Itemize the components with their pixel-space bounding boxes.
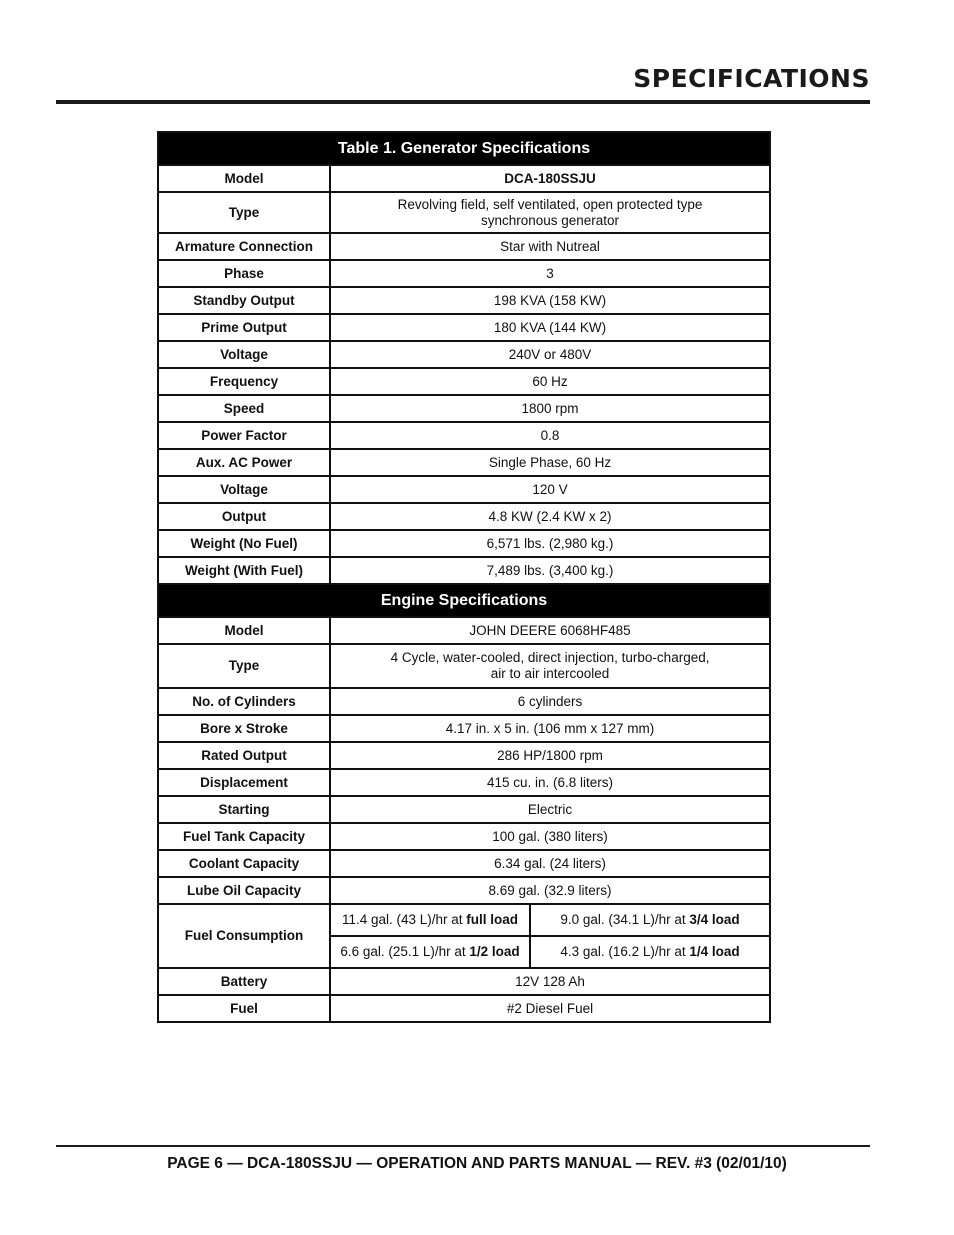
row-value: 6,571 lbs. (2,980 kg.) [330, 530, 770, 557]
table-row [158, 395, 770, 422]
row-value: 120 V [330, 476, 770, 503]
row-value: 4.8 KW (2.4 KW x 2) [330, 503, 770, 530]
load-level: full load [466, 912, 519, 927]
table-row [158, 476, 770, 503]
row-value: 1800 rpm [330, 395, 770, 422]
table-row-fuel-consumption [158, 904, 770, 936]
row-value: 180 KVA (144 KW) [330, 314, 770, 341]
table-row [158, 968, 770, 995]
row-label: Armature Connection [158, 233, 330, 260]
row-label: Power Factor [158, 422, 330, 449]
row-value: Revolving field, self ventilated, open protected type synchronous generator [330, 192, 770, 233]
table-row [158, 368, 770, 395]
row-value: JOHN DEERE 6068HF485 [330, 617, 770, 644]
table-row [158, 877, 770, 904]
table-row [158, 449, 770, 476]
row-label: Prime Output [158, 314, 330, 341]
fuel-consumption-half-load [330, 936, 530, 968]
table-row [158, 165, 770, 192]
row-value: Star with Nutreal [330, 233, 770, 260]
row-value: 0.8 [330, 422, 770, 449]
table-row [158, 995, 770, 1022]
table-row [158, 530, 770, 557]
row-label: Frequency [158, 368, 330, 395]
row-value: 8.69 gal. (32.9 liters) [330, 877, 770, 904]
row-label: Voltage [158, 476, 330, 503]
row-value: 6.34 gal. (24 liters) [330, 850, 770, 877]
row-label: Standby Output [158, 287, 330, 314]
table-row [158, 314, 770, 341]
footer-rule [56, 1145, 870, 1147]
row-value: Single Phase, 60 Hz [330, 449, 770, 476]
row-label: Bore x Stroke [158, 715, 330, 742]
page-title: SPECIFICATIONS [633, 64, 870, 93]
table-row [158, 260, 770, 287]
table-row [158, 287, 770, 314]
specifications-table [157, 131, 771, 1023]
engine-table-title: Engine Specifications [158, 584, 770, 617]
load-level: 1/4 load [689, 944, 740, 959]
row-label: Output [158, 503, 330, 530]
load-level: 3/4 load [689, 912, 740, 927]
row-value: DCA-180SSJU [330, 165, 770, 192]
row-label: Fuel Tank Capacity [158, 823, 330, 850]
table-row [158, 769, 770, 796]
row-label: Speed [158, 395, 330, 422]
table-row [158, 823, 770, 850]
row-label: Lube Oil Capacity [158, 877, 330, 904]
fuel-consumption-quarter-load [530, 936, 770, 968]
row-value: 198 KVA (158 KW) [330, 287, 770, 314]
generator-table-title: Table 1. Generator Specifications [158, 132, 770, 165]
row-value: 3 [330, 260, 770, 287]
row-label: Type [158, 192, 330, 233]
consumption-rate: 11.4 gal. (43 L)/hr at [341, 912, 467, 927]
row-label: Coolant Capacity [158, 850, 330, 877]
row-value [330, 644, 770, 688]
table-row [158, 192, 770, 233]
row-label: Phase [158, 260, 330, 287]
row-label: Battery [158, 968, 330, 995]
table-row [158, 233, 770, 260]
load-level: 1/2 load [469, 944, 520, 959]
row-label: Weight (No Fuel) [158, 530, 330, 557]
table-row [158, 422, 770, 449]
row-label: Model [158, 617, 330, 644]
table-row [158, 688, 770, 715]
row-label: Weight (With Fuel) [158, 557, 330, 584]
table-row [158, 503, 770, 530]
row-label: Starting [158, 796, 330, 823]
row-label: Model [158, 165, 330, 192]
table-row [158, 617, 770, 644]
row-label: Fuel Consumption [158, 904, 330, 968]
row-label: Voltage [158, 341, 330, 368]
row-value: 6 cylinders [330, 688, 770, 715]
row-value-line: 4 Cycle, water-cooled, direct injection, turbo-charged, [390, 650, 710, 665]
row-label: No. of Cylinders [158, 688, 330, 715]
fuel-consumption-full-load [330, 904, 530, 936]
page-header [56, 58, 870, 104]
row-value: #2 Diesel Fuel [330, 995, 770, 1022]
row-value-line: air to air intercooled [490, 666, 610, 681]
fuel-consumption-three-quarter-load [530, 904, 770, 936]
row-value: 415 cu. in. (6.8 liters) [330, 769, 770, 796]
consumption-rate: 9.0 gal. (34.1 L)/hr at [560, 912, 690, 927]
table-row [158, 341, 770, 368]
consumption-rate: 4.3 gal. (16.2 L)/hr at [560, 944, 690, 959]
row-label: Fuel [158, 995, 330, 1022]
table-row [158, 796, 770, 823]
row-value: Electric [330, 796, 770, 823]
row-value: 12V 128 Ah [330, 968, 770, 995]
row-value: 240V or 480V [330, 341, 770, 368]
row-value: 100 gal. (380 liters) [330, 823, 770, 850]
table-row [158, 715, 770, 742]
table-row [158, 742, 770, 769]
row-label: Displacement [158, 769, 330, 796]
row-label: Rated Output [158, 742, 330, 769]
page-footer-text: PAGE 6 — DCA-180SSJU — OPERATION AND PARTS MANUAL — REV. #3 (02/01/10) [167, 1155, 787, 1172]
row-value: 60 Hz [330, 368, 770, 395]
table-row [158, 557, 770, 584]
row-label: Type [158, 644, 330, 688]
row-value: 286 HP/1800 rpm [330, 742, 770, 769]
consumption-rate: 6.6 gal. (25.1 L)/hr at [340, 944, 470, 959]
table-row [158, 850, 770, 877]
row-value: 4.17 in. x 5 in. (106 mm x 127 mm) [330, 715, 770, 742]
row-value: 7,489 lbs. (3,400 kg.) [330, 557, 770, 584]
row-label: Aux. AC Power [158, 449, 330, 476]
table-row [158, 644, 770, 688]
